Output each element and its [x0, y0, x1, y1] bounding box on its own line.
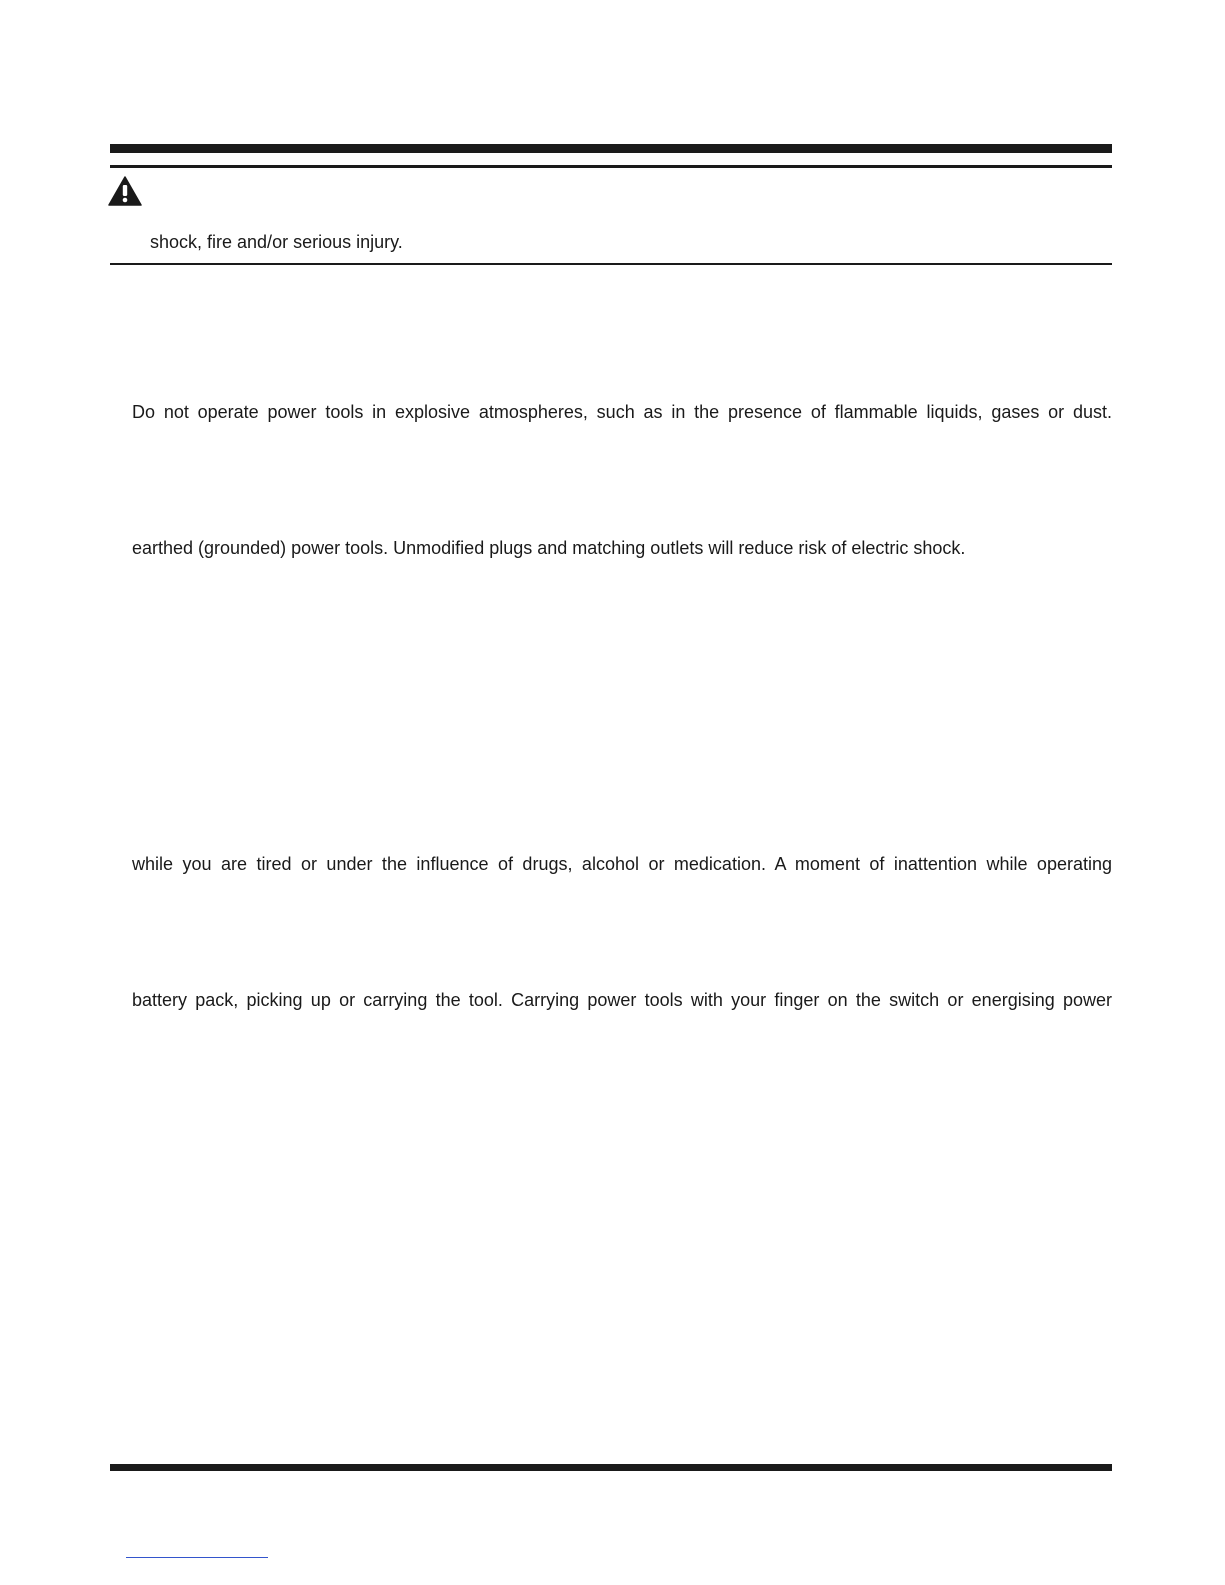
body-line-explosive-atmospheres: Do not operate power tools in explosive atmospheres, such as in the presence of flammable liquids, gases or dust. — [132, 402, 1112, 422]
warning-text: shock, fire and/or serious injury. — [150, 232, 403, 252]
warning-box-rule — [110, 263, 1112, 265]
footer-rule-thick — [110, 1464, 1112, 1471]
body-line-earthed-tools: earthed (grounded) power tools. Unmodified plugs and matching outlets will reduce risk of electric shock. — [132, 538, 966, 558]
warning-triangle-icon — [108, 176, 142, 206]
body-line-tired-or-impaired: while you are tired or under the influence of drugs, alcohol or medication. A moment of inattention while operating — [132, 854, 1112, 874]
header-rule-thick — [110, 144, 1112, 153]
footer-link-underline — [126, 1557, 268, 1558]
body-line-carrying-tool: battery pack, picking up or carrying the tool. Carrying power tools with your finger on the switch or energising power — [132, 990, 1112, 1010]
header-rule-thin — [110, 165, 1112, 168]
